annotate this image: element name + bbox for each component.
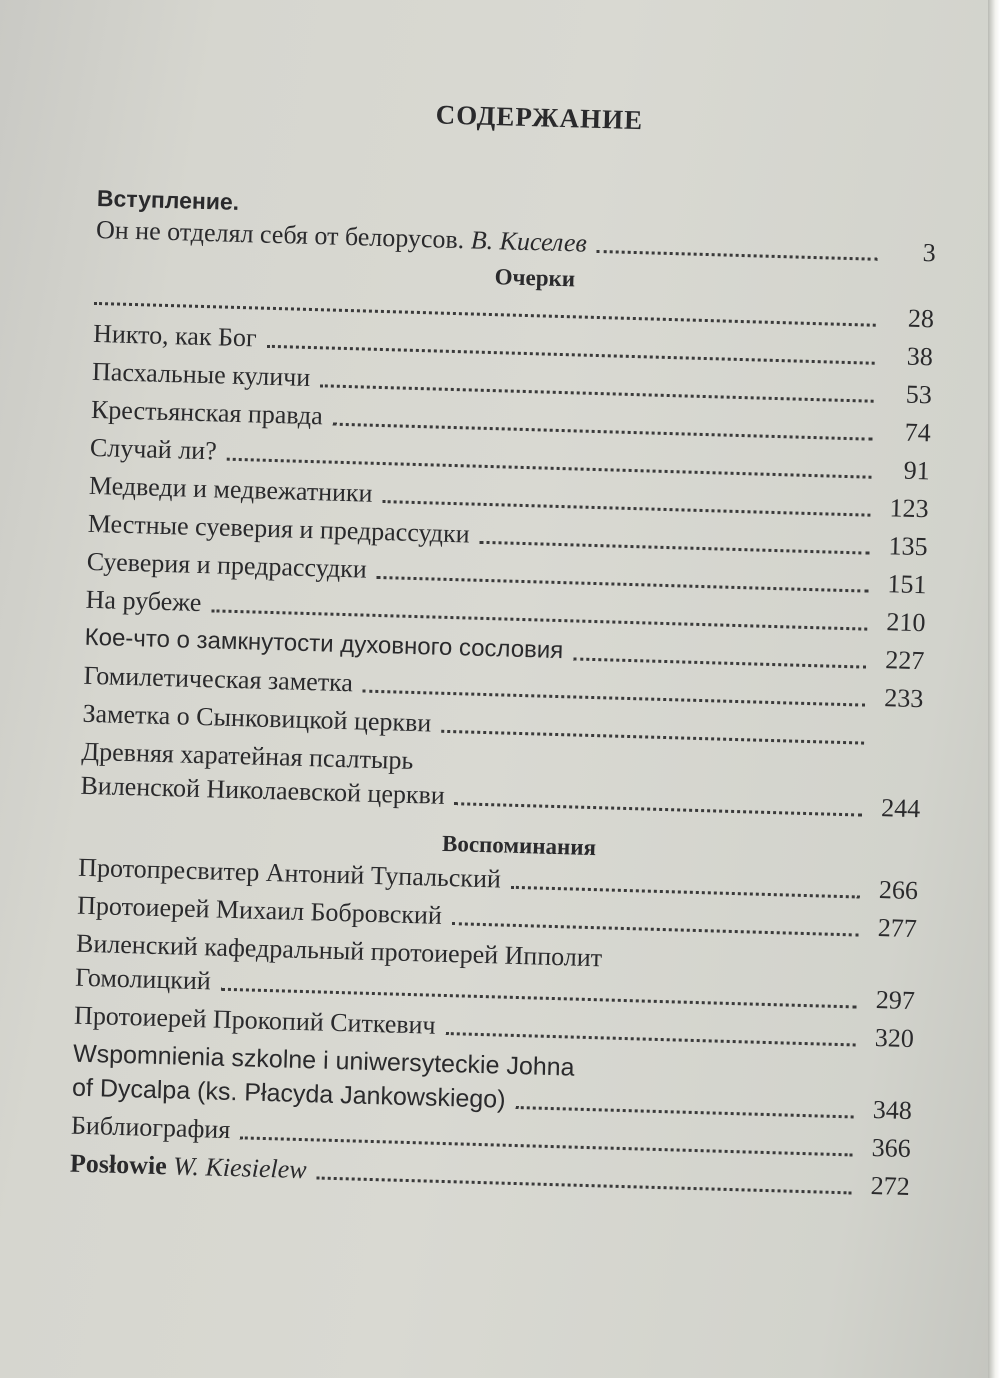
section-title-vospominaniya: Воспоминания — [441, 830, 597, 861]
intro-heading: Вступление. — [96, 184, 240, 215]
toc-entry-label: Местные суеверия и предрассудки — [87, 508, 471, 549]
toc-entry-label: На рубеже — [85, 584, 202, 618]
toc-entry-label-line1: Древняя харатейная псалтырь — [81, 736, 414, 776]
toc-entry-label: Протопресвитер Антоний Тупальский — [77, 852, 502, 894]
leader-dots — [316, 1176, 851, 1194]
toc-entry-page: 227 — [884, 645, 925, 676]
toc-entry-label: Библиография — [70, 1110, 231, 1145]
leader-dots — [320, 384, 874, 402]
toc-entry-page: 266 — [878, 875, 919, 906]
toc-entry-page — [872, 753, 922, 754]
leader-dots — [573, 657, 866, 668]
toc-entry-label: Случай ли? — [89, 432, 218, 466]
toc-entry-page: 53 — [905, 379, 933, 410]
leader-dots — [515, 1106, 853, 1118]
toc-entry-page: 38 — [906, 341, 934, 372]
toc-entry-label-line1: Виленский кафедральный протоиерей Ипполит — [75, 928, 603, 973]
toc-entry-page: 320 — [874, 1023, 915, 1054]
leader-dots — [382, 500, 870, 517]
toc-entry-label: Протоиерей Прокопий Ситкевич — [73, 1000, 437, 1040]
toc-entry-page: 244 — [880, 793, 921, 824]
toc-entry-page: 74 — [904, 417, 932, 448]
toc-entry-page: 210 — [886, 607, 926, 638]
toc-entry-label: Кое-что о замкнутости духовного сословия — [84, 623, 564, 665]
toc-title: СОДЕРЖАНИЕ — [435, 99, 644, 136]
toc-entry-page: 348 — [872, 1094, 913, 1126]
afterword-page: 272 — [870, 1170, 911, 1202]
leader-dots — [511, 886, 860, 899]
toc-entry-page: 135 — [888, 531, 928, 562]
leader-dots — [445, 1032, 855, 1046]
toc-entry-label: Заметка о Сынковицкой церкви — [82, 698, 432, 738]
leader-dots — [363, 690, 865, 707]
intro-page: 3 — [922, 238, 937, 268]
afterword-author: W. Kiesielew — [172, 1151, 307, 1185]
toc-entry-page: 151 — [887, 569, 927, 600]
intro-author: В. Киселев — [470, 225, 588, 258]
leader-dots — [441, 730, 864, 745]
page-edge — [988, 0, 1000, 1378]
toc-entry-page: 123 — [889, 493, 930, 524]
toc-entry-label: Протоиерей Михаил Бобровский — [76, 890, 443, 930]
leader-dots — [455, 802, 863, 816]
toc-entry-label: of Dycalpa (ks. Płacyda Jankowskiego) — [71, 1073, 506, 1114]
toc-entry-label: Крестьянская правда — [90, 394, 324, 431]
toc-entry-label-line1: Wspomnienia szkolne i uniwersyteckie Johna — [72, 1039, 575, 1082]
toc-entry-page: 28 — [907, 303, 935, 334]
toc-entry-label: Пасхальные куличи — [91, 356, 311, 392]
toc-entry-page: 297 — [875, 985, 916, 1016]
toc-entry-label: Суеверия и предрассудки — [86, 546, 368, 584]
toc-entry-label: Гомолицкий — [74, 962, 212, 996]
afterword-label — [70, 1147, 307, 1188]
toc-entry-page: 233 — [883, 683, 924, 714]
leader-dots — [333, 423, 873, 441]
toc-entry-label: Никто, как Бог — [92, 318, 258, 353]
toc-entry-label: Виленской Николаевской церкви — [80, 770, 446, 810]
toc-entry-label: Медведи и медвежатники — [88, 470, 373, 508]
toc-entry-label: Гомилетическая заметка — [83, 660, 354, 698]
toc-entry-page: 277 — [877, 913, 918, 944]
table-of-contents — [69, 90, 939, 1208]
afterword-heading: Posłowie — [69, 1148, 168, 1181]
intro-text: Он не отделял себя от белорусов. — [95, 214, 465, 255]
leader-dots — [377, 576, 869, 593]
toc-entry-page: 366 — [871, 1132, 912, 1164]
leader-dots — [452, 922, 859, 936]
section-title-ocherki: Очерки — [494, 264, 576, 292]
leader-dots — [597, 250, 878, 261]
toc-entry-page: 91 — [903, 455, 931, 486]
leader-dots — [479, 541, 869, 555]
